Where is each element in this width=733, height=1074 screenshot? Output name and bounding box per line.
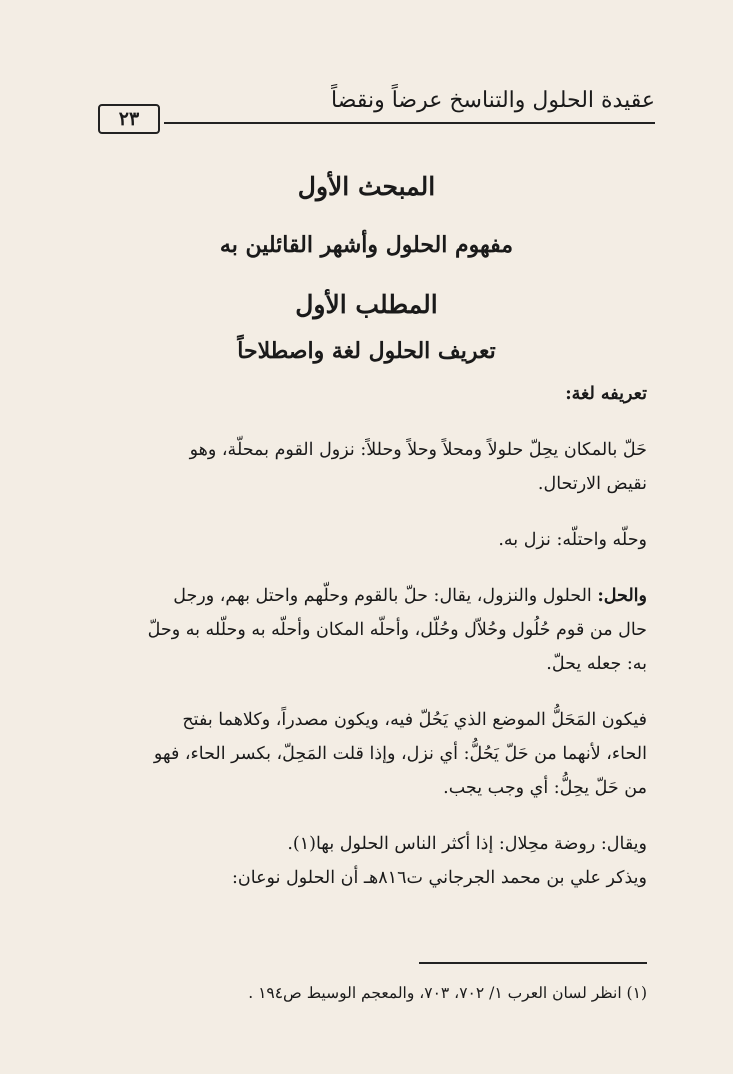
paragraph-line <box>100 579 647 613</box>
paragraph-line: وحلّه واحتلّه: نزل به. <box>498 530 647 550</box>
paragraph-line: ويقال: روضة محِلال: إذا أكثر الناس الحلول بها(١). <box>287 834 647 854</box>
chapter-title: مفهوم الحلول وأشهر القائلين به <box>219 232 514 258</box>
paragraph-line: ويذكر علي بن محمد الجرجاني ت٨١٦هـ أن الحلول نوعان: <box>232 868 647 888</box>
page-number: ٢٣ <box>98 104 160 134</box>
running-title: عقيدة الحلول والتناسخ عرضاً ونقضاً <box>331 88 655 113</box>
section-heading: المطلب الأول <box>295 290 438 319</box>
header-rule <box>164 122 655 124</box>
footnote-rule <box>419 962 647 964</box>
footnote: (١) انظر لسان العرب ١/ ٧٠٢، ٧٠٣، والمعجم الوسيط ص١٩٤ . <box>248 984 647 1002</box>
body-text <box>100 377 647 895</box>
paragraph-line: حَلّ بالمكان يحِلّ حلولاً ومحلاً وحلاً وحللاً: نزول القوم بمحلّة، وهو <box>189 440 647 460</box>
chapter-heading: المبحث الأول <box>297 172 436 201</box>
subheading: تعريفه لغة: <box>565 384 647 404</box>
paragraph-text: الحلول والنزول، يقال: حلّ بالقوم وحلّهم واحتل بهم، ورجل <box>173 586 598 606</box>
paragraph-line: نقيض الارتحال. <box>537 474 647 494</box>
paragraph-line: من حَلّ يحِلُّ: أي وجب يجب. <box>443 778 647 798</box>
paragraph-line: الحاء، لأنهما من حَلّ يَحُلُّ: أي نزل، وإذا قلت المَحِلّ، بكسر الحاء، فهو <box>153 744 647 764</box>
running-header <box>98 88 655 130</box>
term-lead: والحل: <box>597 586 647 606</box>
paragraph-line: فيكون المَحَلُّ الموضع الذي يَحُلّ فيه، ويكون مصدراً، وكلاهما بفتح <box>182 710 647 730</box>
paragraph-line: حال من قوم حُلُول وحُلاّل وحُلّل، وأحلّه المكان وأحلّه به وحلّله به وحلّ <box>147 620 647 640</box>
section-title: تعريف الحلول لغة واصطلاحاً <box>237 338 496 364</box>
paragraph-line: به: جعله يحلّ. <box>546 654 647 674</box>
